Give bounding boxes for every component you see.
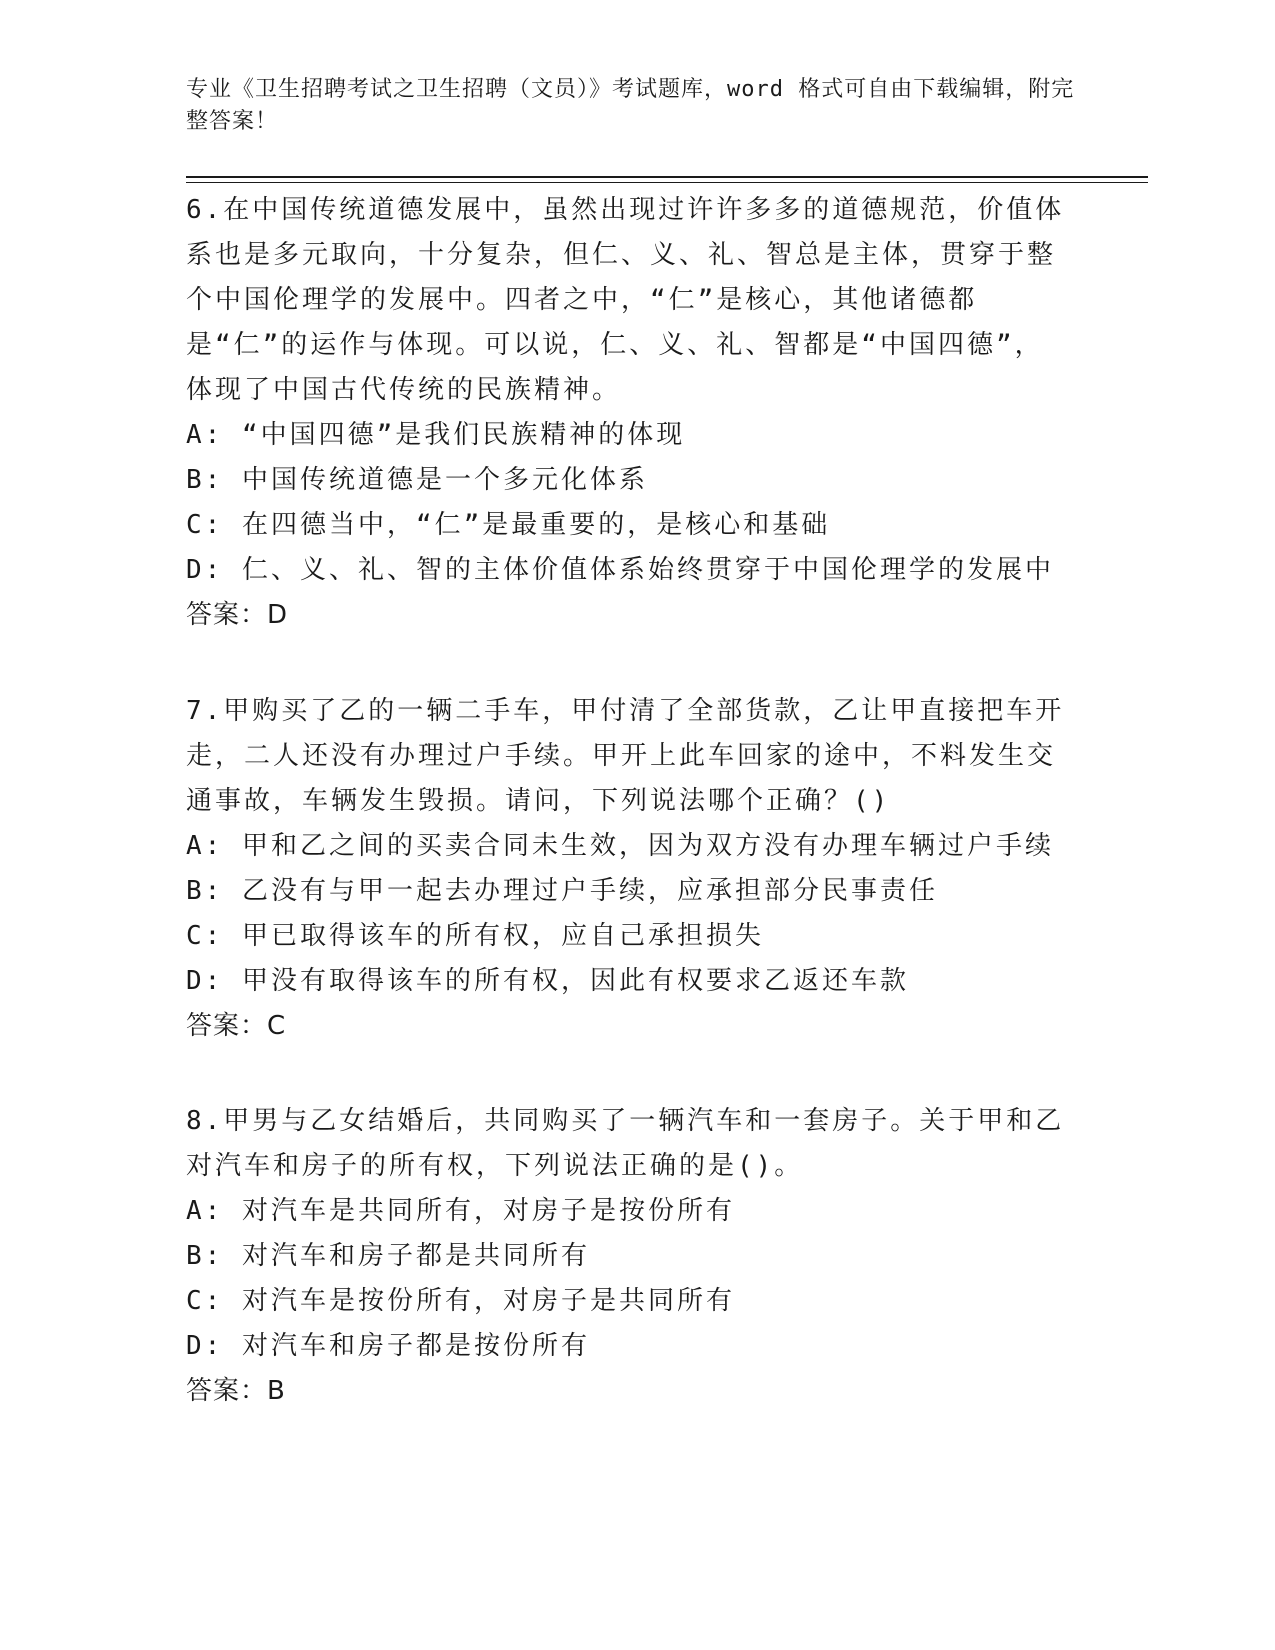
option-a: A: 对汽车是共同所有，对房子是按份所有 [186, 1196, 735, 1226]
option-b: B: 中国传统道德是一个多元化体系 [186, 465, 648, 495]
option-a: A: 甲和乙之间的买卖合同未生效，因为双方没有办理车辆过户手续 [186, 831, 1054, 861]
answer: 答案：B [186, 1376, 286, 1406]
question-stem: 7.甲购买了乙的一辆二手车，甲付清了全部货款，乙让甲直接把车开走，二人还没有办理过户手续。甲开上此车回家的途中，不料发生交通事故，车辆发生毁损。请问，下列说法哪个正确？() [186, 696, 1065, 816]
document-header: 专业《卫生招聘考试之卫生招聘（文员）》考试题库，word 格式可自由下载编辑，附完整答案！ [186, 77, 1075, 134]
option-a: A: “中国四德”是我们民族精神的体现 [186, 420, 686, 450]
header-divider-thick [186, 176, 1148, 178]
question-8 [186, 1099, 1066, 1414]
option-c: C: 对汽车是按份所有，对房子是共同所有 [186, 1286, 735, 1316]
option-d: D: 对汽车和房子都是按份所有 [186, 1331, 590, 1361]
question-7 [186, 689, 1066, 1049]
question-6 [186, 188, 1066, 638]
option-b: B: 乙没有与甲一起去办理过户手续，应承担部分民事责任 [186, 876, 938, 906]
answer: 答案：D [186, 600, 289, 630]
question-stem: 8.甲男与乙女结婚后，共同购买了一辆汽车和一套房子。关于甲和乙对汽车和房子的所有权，下列说法正确的是()。 [186, 1106, 1065, 1181]
option-b: B: 对汽车和房子都是共同所有 [186, 1241, 590, 1271]
question-stem: 6.在中国传统道德发展中，虽然出现过许许多多的道德规范，价值体系也是多元取向，十分复杂，但仁、义、礼、智总是主体，贯穿于整个中国伦理学的发展中。四者之中，“仁”是核心，其他诸德都是“仁”的运作与体现。可以说，仁、义、礼、智都是“中国四德”，体现了中国古代传统的民族精神。 [186, 195, 1065, 405]
option-d: D: 甲没有取得该车的所有权，因此有权要求乙返还车款 [186, 966, 909, 996]
option-c: C: 在四德当中，“仁”是最重要的，是核心和基础 [186, 510, 831, 540]
answer: 答案：C [186, 1011, 287, 1041]
header-divider-thin [186, 182, 1148, 183]
option-d: D: 仁、义、礼、智的主体价值体系始终贯穿于中国伦理学的发展中 [186, 555, 1054, 585]
option-c: C: 甲已取得该车的所有权，应自己承担损失 [186, 921, 764, 951]
